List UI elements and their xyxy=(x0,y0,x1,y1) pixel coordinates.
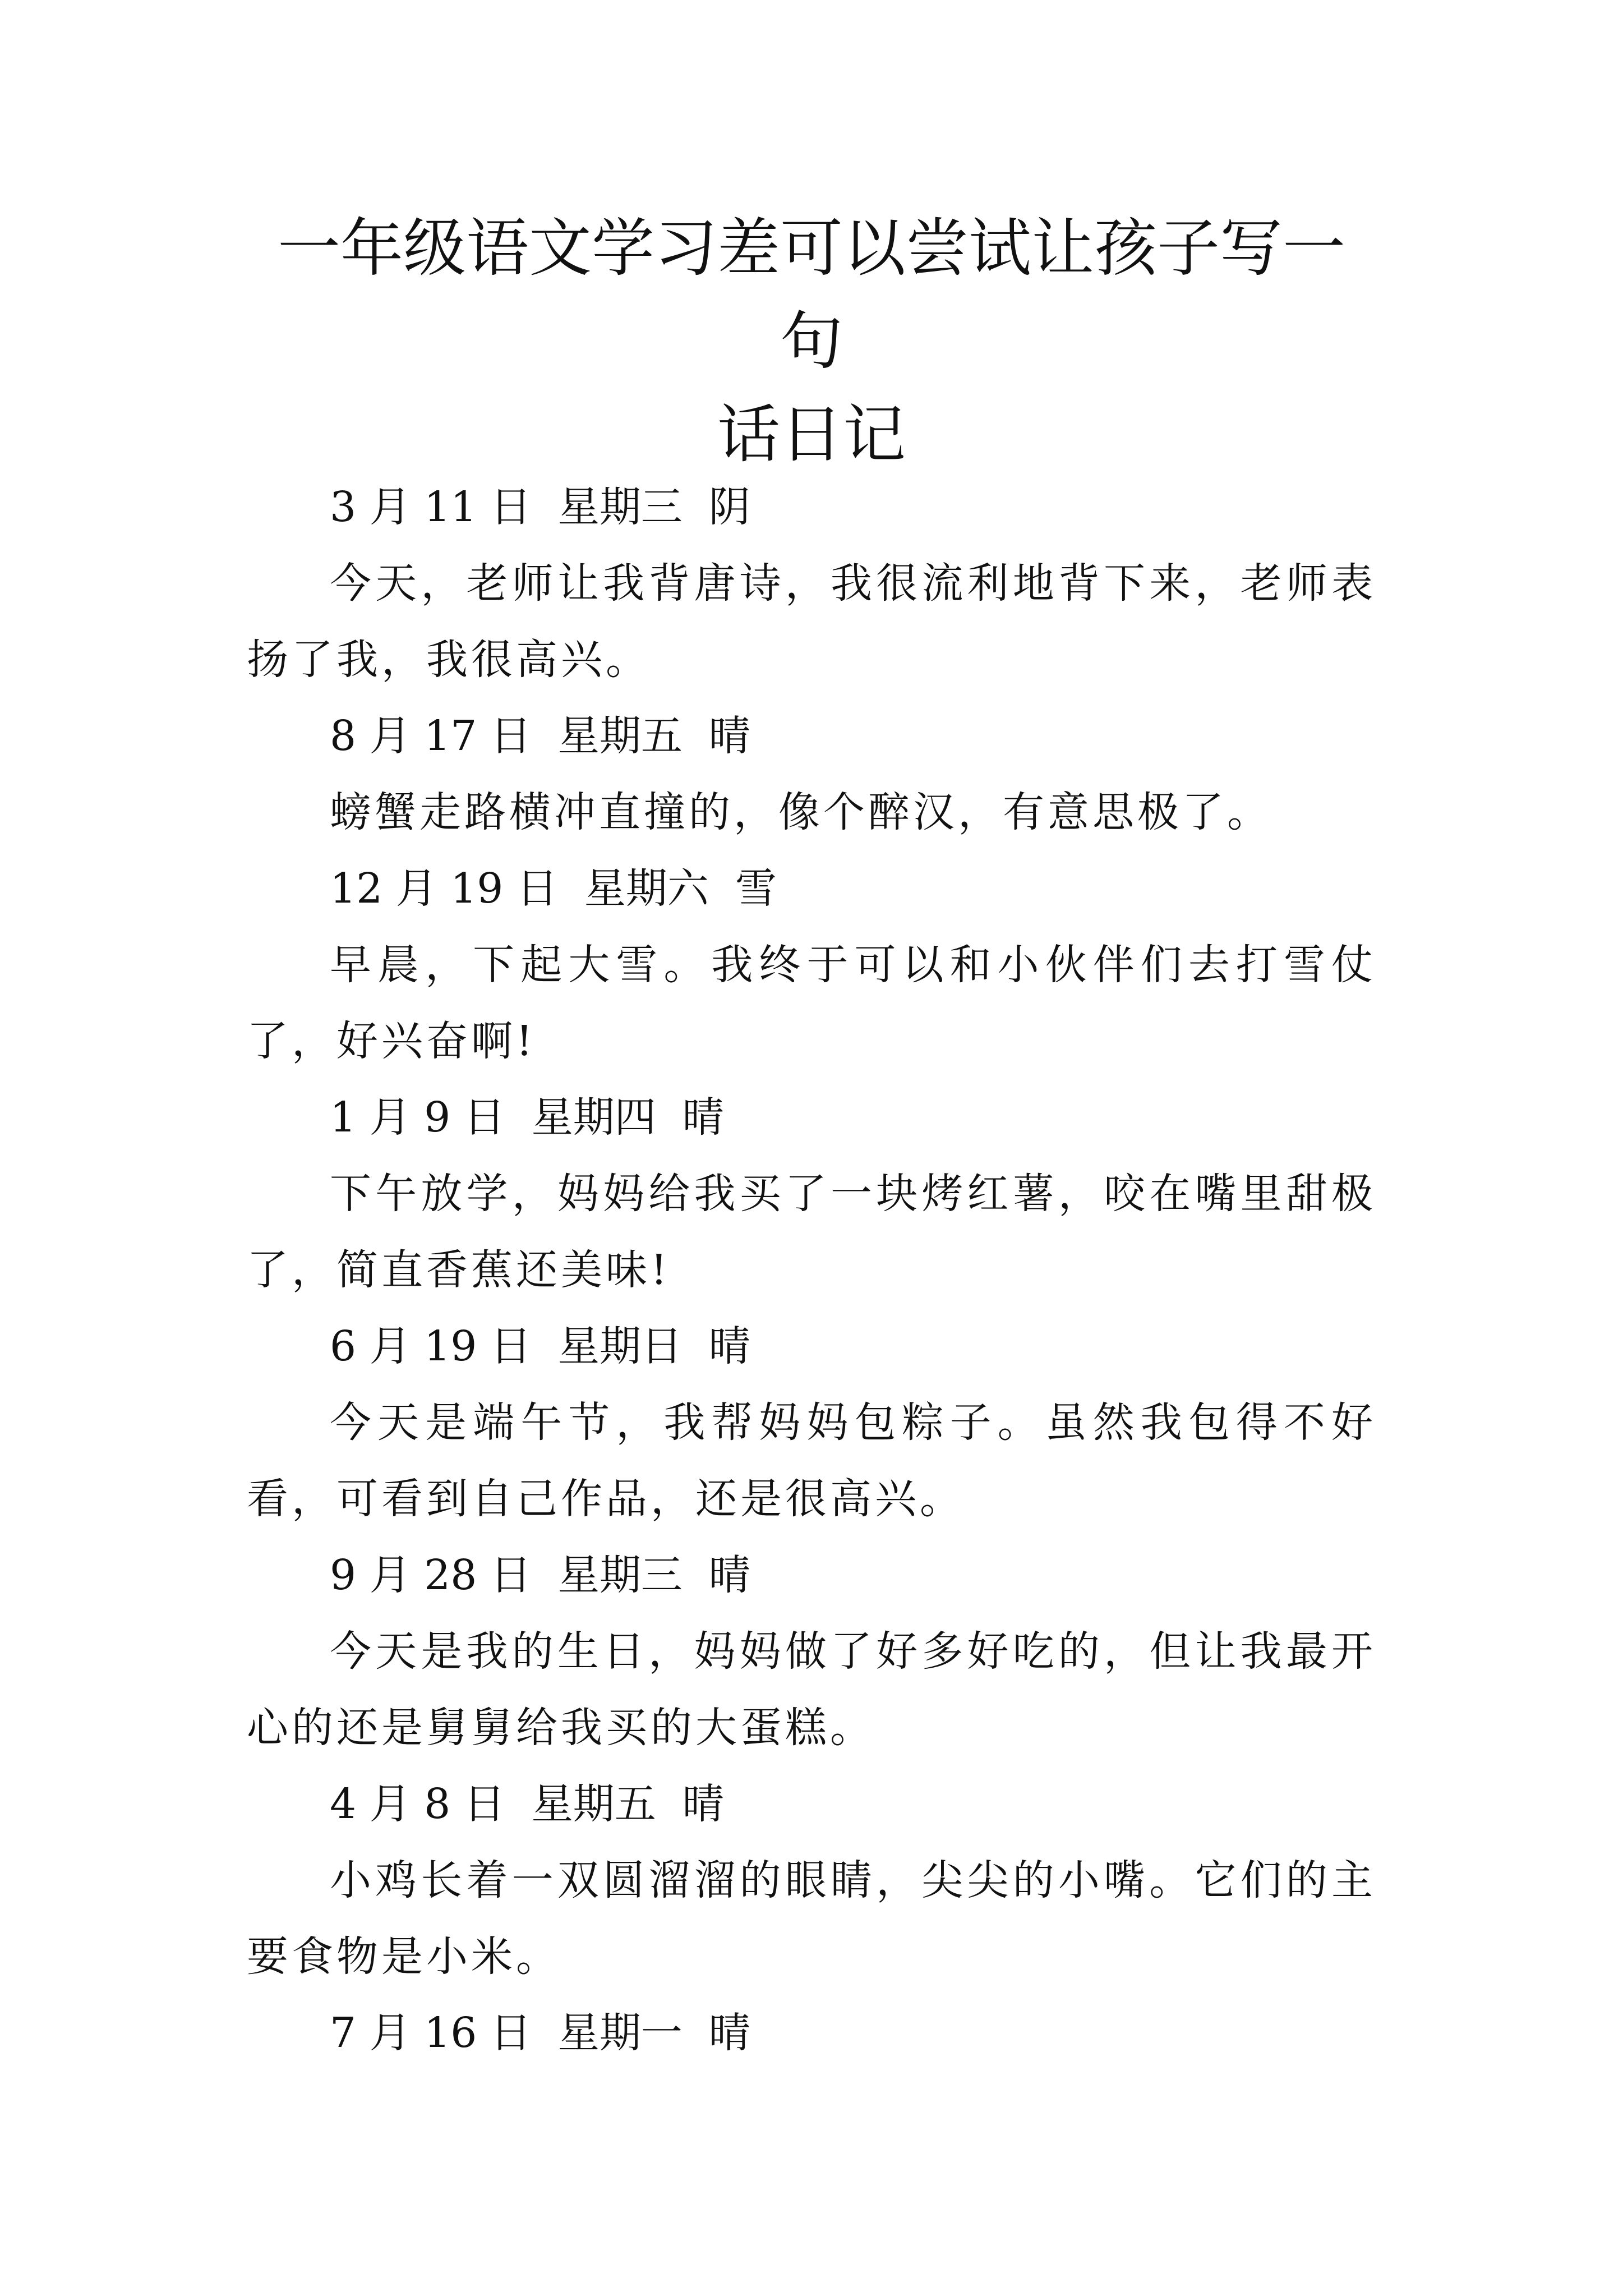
entry-text: 下午放学，妈妈给我买了一块烤红薯，咬在嘴里甜极了，简直香蕉还美味! xyxy=(247,1170,1376,1294)
entry-date: 8 月 17 日 星期五 晴 xyxy=(330,712,750,760)
diary-entry xyxy=(247,1995,1376,2071)
diary-entry xyxy=(247,1079,1376,1308)
entry-date: 7 月 16 日 星期一 晴 xyxy=(330,2009,750,2057)
diary-entry xyxy=(247,850,1376,1079)
title-line-2: 话日记 xyxy=(717,398,906,471)
diary-entry xyxy=(247,1766,1376,1995)
diary-entry xyxy=(247,1308,1376,1537)
entry-date: 1 月 9 日 星期四 晴 xyxy=(330,1093,724,1142)
diary-entry xyxy=(247,698,1376,850)
entry-date: 6 月 19 日 星期日 晴 xyxy=(330,1322,750,1370)
entry-text: 今天是我的生日，妈妈做了好多好吃的，但让我最开心的还是舅舅给我买的大蛋糕。 xyxy=(247,1627,1376,1752)
entry-text: 早晨，下起大雪。我终于可以和小伙伴们去打雪仗了，好兴奋啊! xyxy=(247,941,1376,1065)
entry-text: 螃蟹走路横冲直撞的，像个醉汉，有意思极了。 xyxy=(330,788,1272,836)
entry-date: 12 月 19 日 星期六 雪 xyxy=(330,864,777,913)
document-title xyxy=(247,202,1376,481)
diary-entries xyxy=(247,469,1376,2071)
entry-text: 小鸡长着一双圆溜溜的眼睛，尖尖的小嘴。它们的主要食物是小米。 xyxy=(247,1856,1376,1981)
entry-text: 今天是端午节，我帮妈妈包粽子。虽然我包得不好看，可看到自己作品，还是很高兴。 xyxy=(247,1398,1376,1523)
diary-entry xyxy=(247,1537,1376,1766)
diary-entry xyxy=(247,469,1376,698)
entry-date: 4 月 8 日 星期五 晴 xyxy=(330,1780,724,1828)
entry-date: 9 月 28 日 星期三 晴 xyxy=(330,1551,750,1599)
title-line-1: 一年级语文学习差可以尝试让孩子写一句 xyxy=(278,212,1345,378)
entry-text: 今天，老师让我背唐诗，我很流利地背下来，老师表扬了我，我很高兴。 xyxy=(247,559,1376,684)
entry-date: 3 月 11 日 星期三 阴 xyxy=(330,483,750,531)
